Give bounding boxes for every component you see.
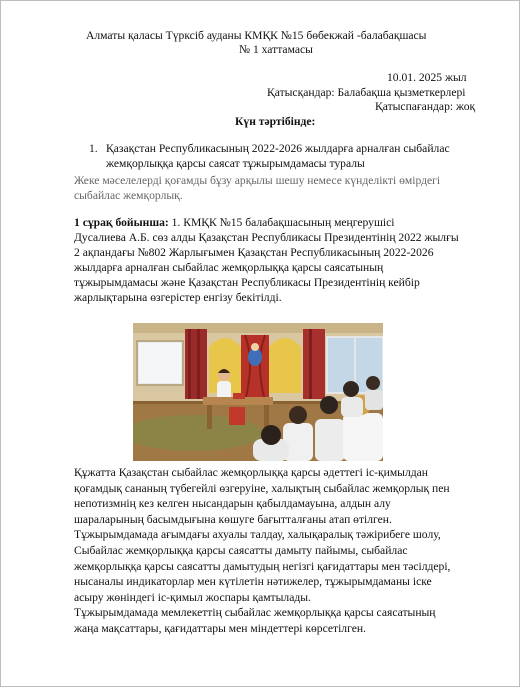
header-line-1: Алматы қаласы Түрксіб ауданы КМҚК №15 бөбекжай -балабақшасы [86,29,427,42]
question1-line-5: тұжырымдамасы және Қазақстан Республикасы Президентінің кейбір [74,276,420,289]
agenda-note-line-1: Жеке мәселелерді қоғамды бұзу арқылы шешу немесе күнделікті өмірдегі [74,174,441,187]
meeting-date: 10.01. 2025 жыл [387,71,467,84]
question1-line-3: 2 ақпандағы №802 Жарлығымен Қазақстан Республикасының 2022-2026 [74,246,434,259]
body-line: Тұжырымдамада ағымдағы ахуалы талдау, халықаралық тәжірибеге шолу, [74,528,441,542]
question1-line-2: Дусалиева А.Б. сөз алды Қазақстан Республикасы Президентінің 2022 жылғы [74,231,459,244]
header-line-2: № 1 хаттамасы [239,43,313,56]
question1-line-4: жылдарға арналған сыбайлас жемқорлыққа қарсы саясатының [74,261,384,274]
body-line: Тұжырымдамада мемлекеттің сыбайлас жемқорлыққа қарсы саясатының [74,606,436,620]
body-line: Құжатта Қазақстан сыбайлас жемқорлыққа қарсы әдеттегі іс-қимылдан [74,466,428,479]
body-line: жемқорлыққа қарсы саясатты дамытудың негізгі қағидаттары мен тәсілдері, [74,559,451,573]
body-line: асыру жөніндегі іс-қимыл жоспары қамтылады. [74,590,311,604]
absent: Қатыспағандар: жоқ [375,100,476,113]
body-line: жаңа мақсаттары, қағидаттары мен міндеттері көрсетілген. [74,621,366,635]
agenda-title: Күн тәртібінде: [235,115,316,128]
body-line: нысаналы индикаторлар мен күтілетін нәтижелер, тұжырымдаманы іске [74,575,432,589]
question1-first-line [74,215,394,230]
body-line: қоғамдық сананың түбегейлі өзгеруіне, халықтың сыбайлас жемқорлық пен [74,481,450,495]
participants: Қатысқандар: Балабақша қызметкерлері [267,86,466,99]
body-line: непотизмнің кез келген нысандарын қабылдамауына, алдын алу [74,497,391,511]
body-line: шараларының басымдығына көшуге бағытталғаны атап өтілген. [74,512,392,526]
question1-heading: 1 сұрақ бойынша: [74,216,169,229]
agenda-item-line-1: Қазақстан Республикасының 2022-2026 жылдарға арналған сыбайлас [106,142,450,155]
body-line: Сыбайлас жемқорлыққа қарсы саясатты дамыту пайымы, сыбайлас [74,543,408,557]
agenda-note-line-2: сыбайлас жемқорлық. [74,189,183,202]
agenda-item-line-2: жемқорлыққа қарсы саясат тұжырымдамасы туралы [106,157,365,170]
meeting-photo-illustration [133,323,383,461]
meeting-photo [133,323,383,461]
agenda-item-number: 1. [89,142,98,155]
body-text [74,465,514,637]
question1-line-6: жарлықтарына өзгерістер енгізу бекітілді. [74,291,282,304]
question1-intro: 1. КМҚК №15 балабақшасының меңгерушісі [168,216,395,229]
